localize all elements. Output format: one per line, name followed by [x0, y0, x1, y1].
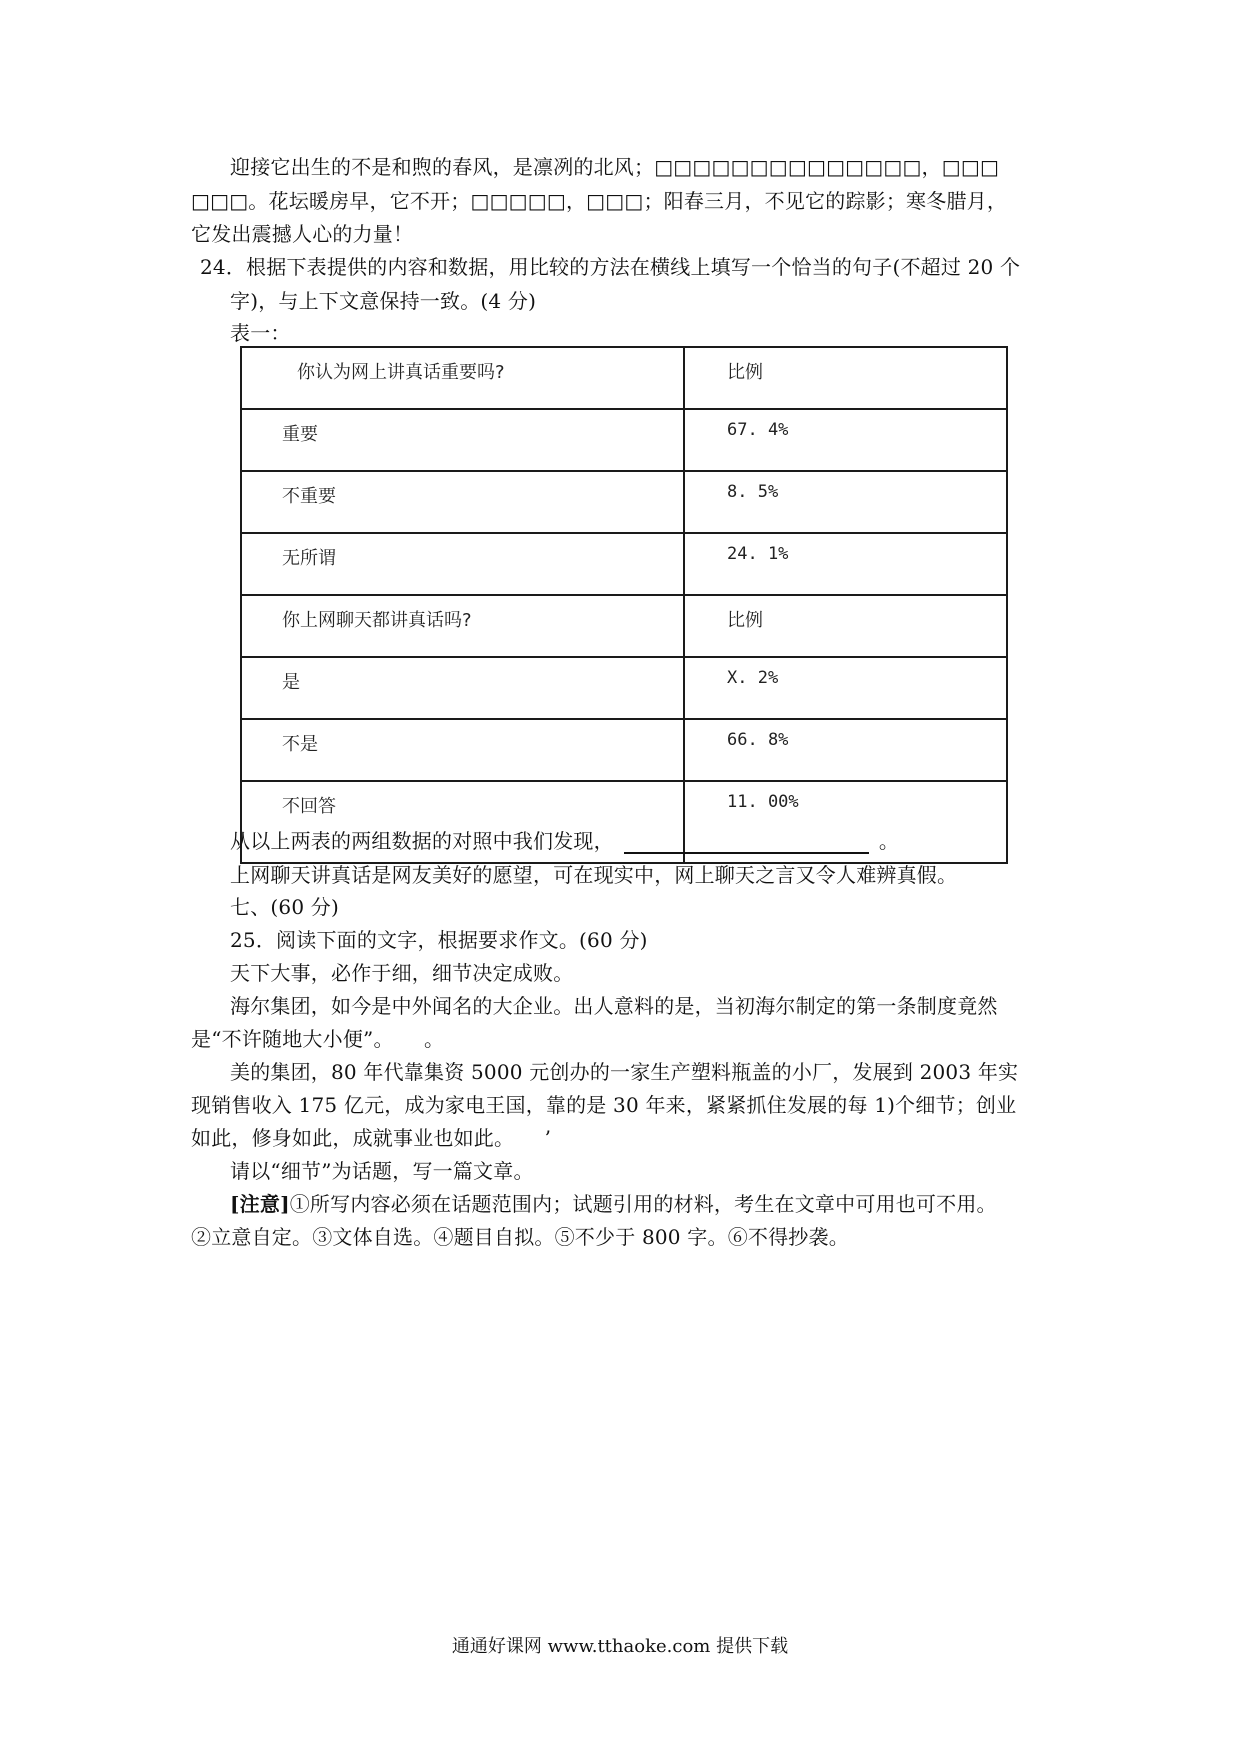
after-table-line-2: 上网聊天讲真话是网友美好的愿望，可在现实中，网上聊天之言又令人难辨真假。 — [230, 863, 958, 887]
table-row — [241, 657, 1007, 719]
table-cell-header: 比例 — [684, 595, 1007, 657]
essay-paragraph-2a: 海尔集团，如今是中外闻名的大企业。出人意料的是，当初海尔制定的第一条制度竟然 — [230, 994, 998, 1018]
note-line-2: ②立意自定。③文体自选。④题目自拟。⑤不少于 800 字。⑥不得抄袭。 — [191, 1225, 849, 1249]
intro-line-2: □□□。花坛暖房早，它不开；□□□□□，□□□；阳春三月，不见它的踪影；寒冬腊月， — [191, 189, 1008, 213]
table-cell-percent: 66. 8% — [684, 719, 1007, 781]
table-label: 表一： — [230, 321, 291, 345]
question-24-line-1: 24．根据下表提供的内容和数据，用比较的方法在横线上填写一个恰当的句子(不超过 20 个 — [200, 255, 1021, 279]
table-row — [241, 347, 1007, 409]
essay-paragraph-1: 天下大事，必作于细，细节决定成败。 — [230, 961, 574, 985]
table-cell-percent: 8. 5% — [684, 471, 1007, 533]
table-cell-option: 无所谓 — [241, 533, 684, 595]
intro-line-1: 迎接它出生的不是和煦的春风，是凛冽的北风；□□□□□□□□□□□□□□，□□□ — [230, 155, 1000, 179]
table-cell-question: 你上网聊天都讲真话吗? — [241, 595, 684, 657]
table-cell-option: 重要 — [241, 409, 684, 471]
essay-prompt: 请以“细节”为话题，写一篇文章。 — [230, 1159, 534, 1183]
intro-line-3: 它发出震撼人心的力量！ — [191, 222, 414, 246]
question-24-line-2: 字)，与上下文意保持一致。(4 分) — [230, 289, 537, 313]
comparison-prefix: 从以上两表的两组数据的对照中我们发现， — [230, 829, 614, 853]
page-footer: 通通好课网 www.tthaoke.com 提供下载 — [451, 1636, 789, 1657]
note-line-1 — [230, 1191, 997, 1217]
question-25: 25．阅读下面的文字，根据要求作文。(60 分) — [230, 928, 648, 952]
note-text-a: ①所写内容必须在话题范围内；试题引用的材料，考生在文章中可用也可不用。 — [289, 1192, 997, 1216]
table-cell-option: 是 — [241, 657, 684, 719]
table-cell-header: 比例 — [684, 347, 1007, 409]
table-cell-percent: 11. 00% — [684, 781, 1007, 863]
table-row — [241, 719, 1007, 781]
comparison-suffix: 。 — [878, 829, 900, 853]
table-cell-percent: X. 2% — [684, 657, 1007, 719]
table-cell-question: 你认为网上讲真话重要吗? — [241, 347, 684, 409]
answer-blank-line[interactable] — [624, 830, 869, 854]
section-7-heading: 七、(60 分) — [230, 895, 340, 919]
essay-paragraph-2b: 是“不许随地大小便”。 。 — [191, 1027, 445, 1051]
essay-paragraph-3a: 美的集团，80 年代靠集资 5000 元创办的一家生产塑料瓶盖的小厂，发展到 2003 年实 — [230, 1060, 1019, 1084]
table-cell-percent: 24. 1% — [684, 533, 1007, 595]
survey-table — [240, 346, 1008, 864]
table-row — [241, 533, 1007, 595]
table-cell-percent: 67. 4% — [684, 409, 1007, 471]
note-label: [注意] — [230, 1192, 290, 1216]
table-cell-option: 不回答 — [241, 781, 684, 863]
essay-paragraph-3c: 如此，修身如此，成就事业也如此。 ’ — [191, 1126, 552, 1150]
table-cell-option: 不是 — [241, 719, 684, 781]
table-row — [241, 471, 1007, 533]
table-row — [241, 595, 1007, 657]
table-cell-option: 不重要 — [241, 471, 684, 533]
essay-paragraph-3b: 现销售收入 175 亿元，成为家电王国，靠的是 30 年来，紧紧抓住发展的每 1)个细节；创业 — [191, 1093, 1017, 1117]
table-row — [241, 409, 1007, 471]
comparison-sentence — [230, 828, 899, 854]
